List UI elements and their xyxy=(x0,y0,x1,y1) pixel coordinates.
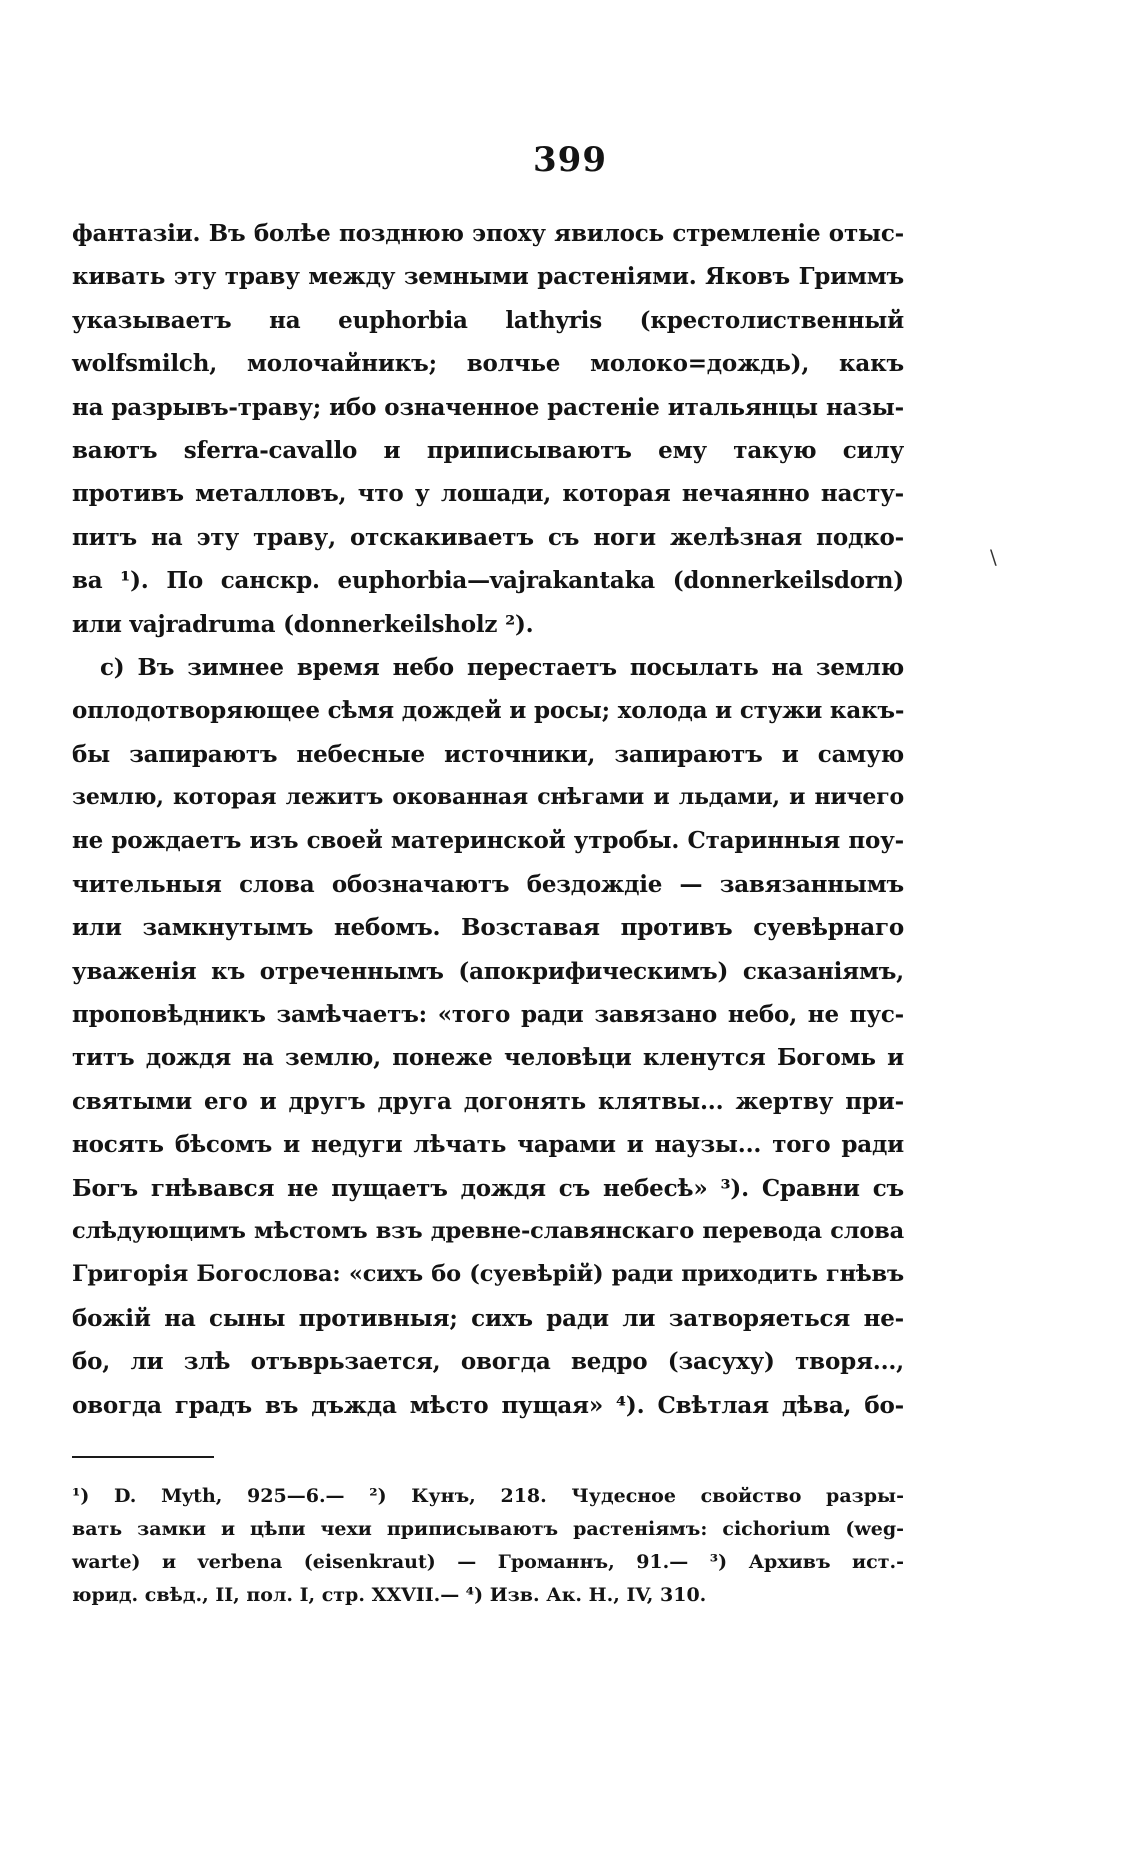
text-line: слѣдующимъ мѣстомъ взъ древне-славянскаго перевода слова xyxy=(72,1217,904,1244)
text-line: уваженія къ отреченнымъ (апокрифическимъ) сказаніямъ, xyxy=(72,957,904,985)
footnote-line: warte) и verbena (eisenkraut) — Громаннъ, 91.— ³) Архивъ ист.- xyxy=(72,1551,904,1573)
text-line: на разрывъ-траву; ибо означенное растеніе итальянцы назы- xyxy=(72,393,904,421)
text-line: питъ на эту траву, отскакиваетъ съ ноги желѣзная подко- xyxy=(72,523,904,551)
main-text xyxy=(72,212,904,1427)
page-number: 399 xyxy=(533,140,607,180)
text-line: c) Въ зимнее время небо перестаетъ посылать на землю xyxy=(100,653,904,681)
text-line: указываетъ на euphorbia lathyris (крестолиственный xyxy=(72,306,904,334)
text-line: носять бѣсомъ и недуги лѣчать чарами и наузы... того ради xyxy=(72,1131,904,1159)
margin-mark: \ xyxy=(990,545,997,569)
text-line: wolfsmilch, молочайникъ; волчье молоко=дождь), какъ xyxy=(72,350,904,378)
text-line: Григорія Богослова: «сихъ бо (суевѣрій) ради приходить гнѣвъ xyxy=(72,1261,904,1288)
footnote-divider xyxy=(72,1456,214,1458)
text-line: оплодотворяющее сѣмя дождей и росы; холода и стужи какъ- xyxy=(72,697,905,725)
text-line: бо, ли злѣ отъврьзается, овогда ведро (засуху) творя..., xyxy=(72,1348,904,1376)
text-line: святыми его и другъ друга догонять клятвы... жертву при- xyxy=(72,1087,904,1115)
text-line: землю, которая лежитъ окованная снѣгами и льдами, и ничего xyxy=(72,784,904,811)
text-line: ваютъ sferra-cavallo и приписываютъ ему такую силу xyxy=(72,436,904,464)
text-line: ва ¹). По санскр. euphorbia—vajrakantaka (donnerkeilsdorn) xyxy=(72,567,904,595)
footnotes xyxy=(72,1480,904,1612)
text-line: овогда градъ въ дъжда мѣсто пущая» ⁴). Свѣтлая дѣва, бо- xyxy=(72,1391,904,1419)
text-line: противъ металловъ, что у лошади, которая нечаянно насту- xyxy=(72,480,904,508)
text-line: бы запираютъ небесные источники, запираютъ и самую xyxy=(72,740,904,768)
footnote-line: юрид. свѣд., II, пол. I, стр. XXVII.— ⁴) Изв. Ак. Н., IV, 310. xyxy=(72,1584,707,1606)
text-line: чительныя слова обозначаютъ бездождіе — завязаннымъ xyxy=(72,870,904,898)
text-line: или vajradruma (donnerkeilsholz ²). xyxy=(72,610,534,638)
text-line: или замкнутымъ небомъ. Возставая противъ суевѣрнаго xyxy=(72,914,904,942)
text-line: не рождаетъ изъ своей материнской утробы. Старинныя поу- xyxy=(72,827,904,855)
text-line: божій на сыны противныя; сихъ ради ли затворяеться не- xyxy=(72,1304,904,1332)
text-line: титъ дождя на землю, понеже человѣци кленутся Богомь и xyxy=(72,1044,904,1072)
text-line: проповѣдникъ замѣчаетъ: «того ради завязано небо, не пус- xyxy=(72,1001,904,1029)
text-line: кивать эту траву между земными растеніями. Яковъ Гриммъ xyxy=(72,263,904,291)
text-line: Богъ гнѣвався не пущаетъ дождя съ небесѣ» ³). Сравни съ xyxy=(72,1174,904,1202)
text-line: фантазіи. Въ болѣе позднюю эпоху явилось стремленіе отыс- xyxy=(72,220,904,247)
footnote-line: вать замки и цѣпи чехи приписываютъ растеніямъ: cichorium (weg- xyxy=(72,1518,904,1540)
footnote-line: ¹) D. Myth, 925—6.— ²) Кунъ, 218. Чудесное свойство разры- xyxy=(72,1485,904,1507)
